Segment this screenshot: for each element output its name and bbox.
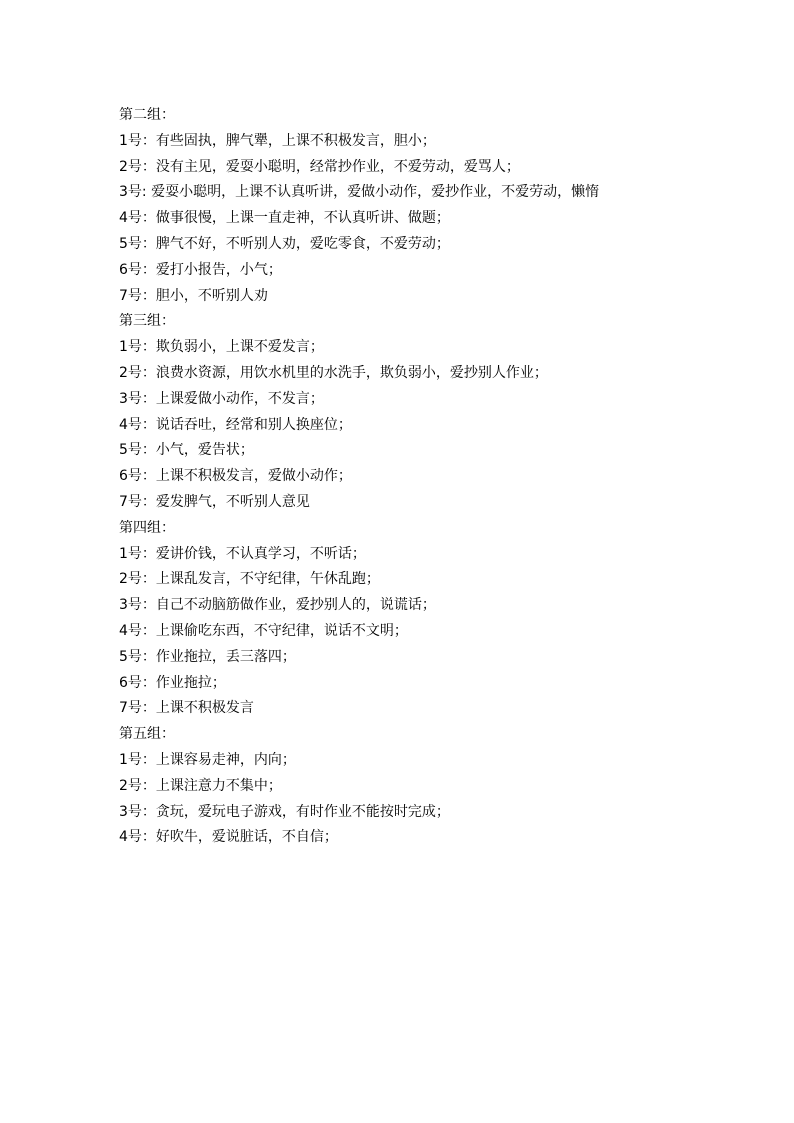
group-heading-4: 第四组： [119, 519, 175, 536]
document-body [119, 103, 679, 851]
group-heading-5: 第五组： [119, 726, 175, 743]
list-item: 7号：胆小，不听别人劝 [119, 287, 268, 304]
list-item: 5号：作业拖拉，丢三落四； [119, 648, 296, 665]
list-item: 3号：自己不动脑筋做作业，爱抄别人的，说谎话； [119, 597, 436, 614]
list-item: 3号：上课爱做小动作，不发言； [119, 390, 324, 407]
list-item: 6号：作业拖拉； [119, 674, 226, 691]
list-item: 1号：欺负弱小，上课不爱发言； [119, 339, 324, 356]
list-item: 2号：上课乱发言，不守纪律，午休乱跑； [119, 571, 380, 588]
list-item: 6号：上课不积极发言，爱做小动作； [119, 468, 352, 485]
list-item: 4号：做事很慢，上课一直走神，不认真听讲、做题； [119, 210, 450, 227]
list-item: 5号：小气，爱告状； [119, 442, 254, 459]
list-item: 4号：说话吞吐，经常和别人换座位； [119, 416, 352, 433]
list-item: 4号：上课偷吃东西，不守纪律，说话不文明； [119, 622, 408, 639]
list-item: 3号: 爱耍小聪明，上课不认真听讲，爱做小动作，爱抄作业，不爱劳动，懒惰 [119, 184, 600, 201]
group-heading-2: 第二组： [119, 107, 175, 123]
list-item: 2号：浪费水资源，用饮水机里的水洗手，欺负弱小，爱抄别人作业； [119, 364, 548, 381]
list-item: 2号：没有主见，爱耍小聪明，经常抄作业，不爱劳动，爱骂人； [119, 158, 520, 175]
list-item: 1号：上课容易走神，内向； [119, 751, 296, 768]
list-item: 6号：爱打小报告，小气； [119, 261, 282, 278]
list-item: 4号：好吹牛，爱说脏话，不自信； [119, 829, 338, 846]
list-item: 5号：脾气不好，不听别人劝，爱吃零食，不爱劳动； [119, 235, 450, 252]
list-item: 7号：上课不积极发言 [119, 700, 254, 717]
group-heading-3: 第三组： [119, 313, 175, 330]
list-item: 2号：上课注意力不集中； [119, 777, 282, 794]
list-item: 3号：贪玩，爱玩电子游戏，有时作业不能按时完成； [119, 803, 450, 820]
list-item: 1号：爱讲价钱，不认真学习，不听话； [119, 545, 366, 562]
list-item: 7号：爱发脾气，不听别人意见 [119, 493, 310, 510]
list-item: 1号：有些固执，脾气犟，上课不积极发言，胆小； [119, 132, 436, 149]
